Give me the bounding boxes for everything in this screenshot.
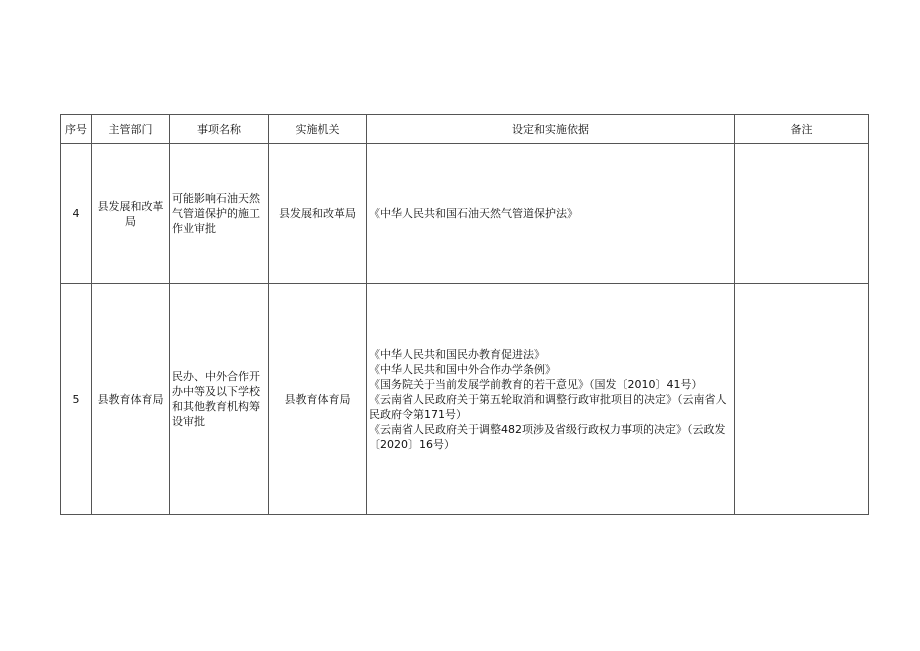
legal-basis-line: 《国务院关于当前发展学前教育的若干意见》（国发〔2010〕41号） [369, 377, 703, 391]
legal-basis-line: 《云南省人民政府关于调整482项涉及省级行政权力事项的决定》（云政发〔2020〕16号） [369, 422, 726, 451]
cell-department: 县教育体育局 [92, 284, 170, 515]
table-header-row [61, 115, 869, 144]
header-implementing-agency: 实施机关 [269, 115, 367, 144]
cell-legal-basis [367, 284, 735, 515]
cell-remarks [735, 284, 869, 515]
cell-implementing-agency: 县教育体育局 [269, 284, 367, 515]
cell-serial-number: 4 [61, 144, 92, 284]
cell-implementing-agency: 县发展和改革局 [269, 144, 367, 284]
header-serial-number: 序号 [61, 115, 92, 144]
approval-items-table [60, 114, 869, 515]
cell-item-name: 可能影响石油天然气管道保护的施工作业审批 [170, 144, 269, 284]
header-legal-basis: 设定和实施依据 [367, 115, 735, 144]
header-department: 主管部门 [92, 115, 170, 144]
header-item-name: 事项名称 [170, 115, 269, 144]
legal-basis-line: 《中华人民共和国石油天然气管道保护法》 [369, 207, 578, 220]
header-remarks: 备注 [735, 115, 869, 144]
legal-basis-line: 《云南省人民政府关于第五轮取消和调整行政审批项目的决定》（云南省人民政府令第171号） [369, 392, 727, 421]
cell-department: 县发展和改革局 [92, 144, 170, 284]
legal-basis-line: 《中华人民共和国民办教育促进法》 [369, 347, 545, 361]
legal-basis-line: 《中华人民共和国中外合作办学条例》 [369, 362, 556, 376]
table-row [61, 284, 869, 515]
cell-serial-number: 5 [61, 284, 92, 515]
cell-legal-basis [367, 144, 735, 284]
cell-item-name: 民办、中外合作开办中等及以下学校和其他教育机构筹设审批 [170, 284, 269, 515]
cell-remarks [735, 144, 869, 284]
table-row [61, 144, 869, 284]
